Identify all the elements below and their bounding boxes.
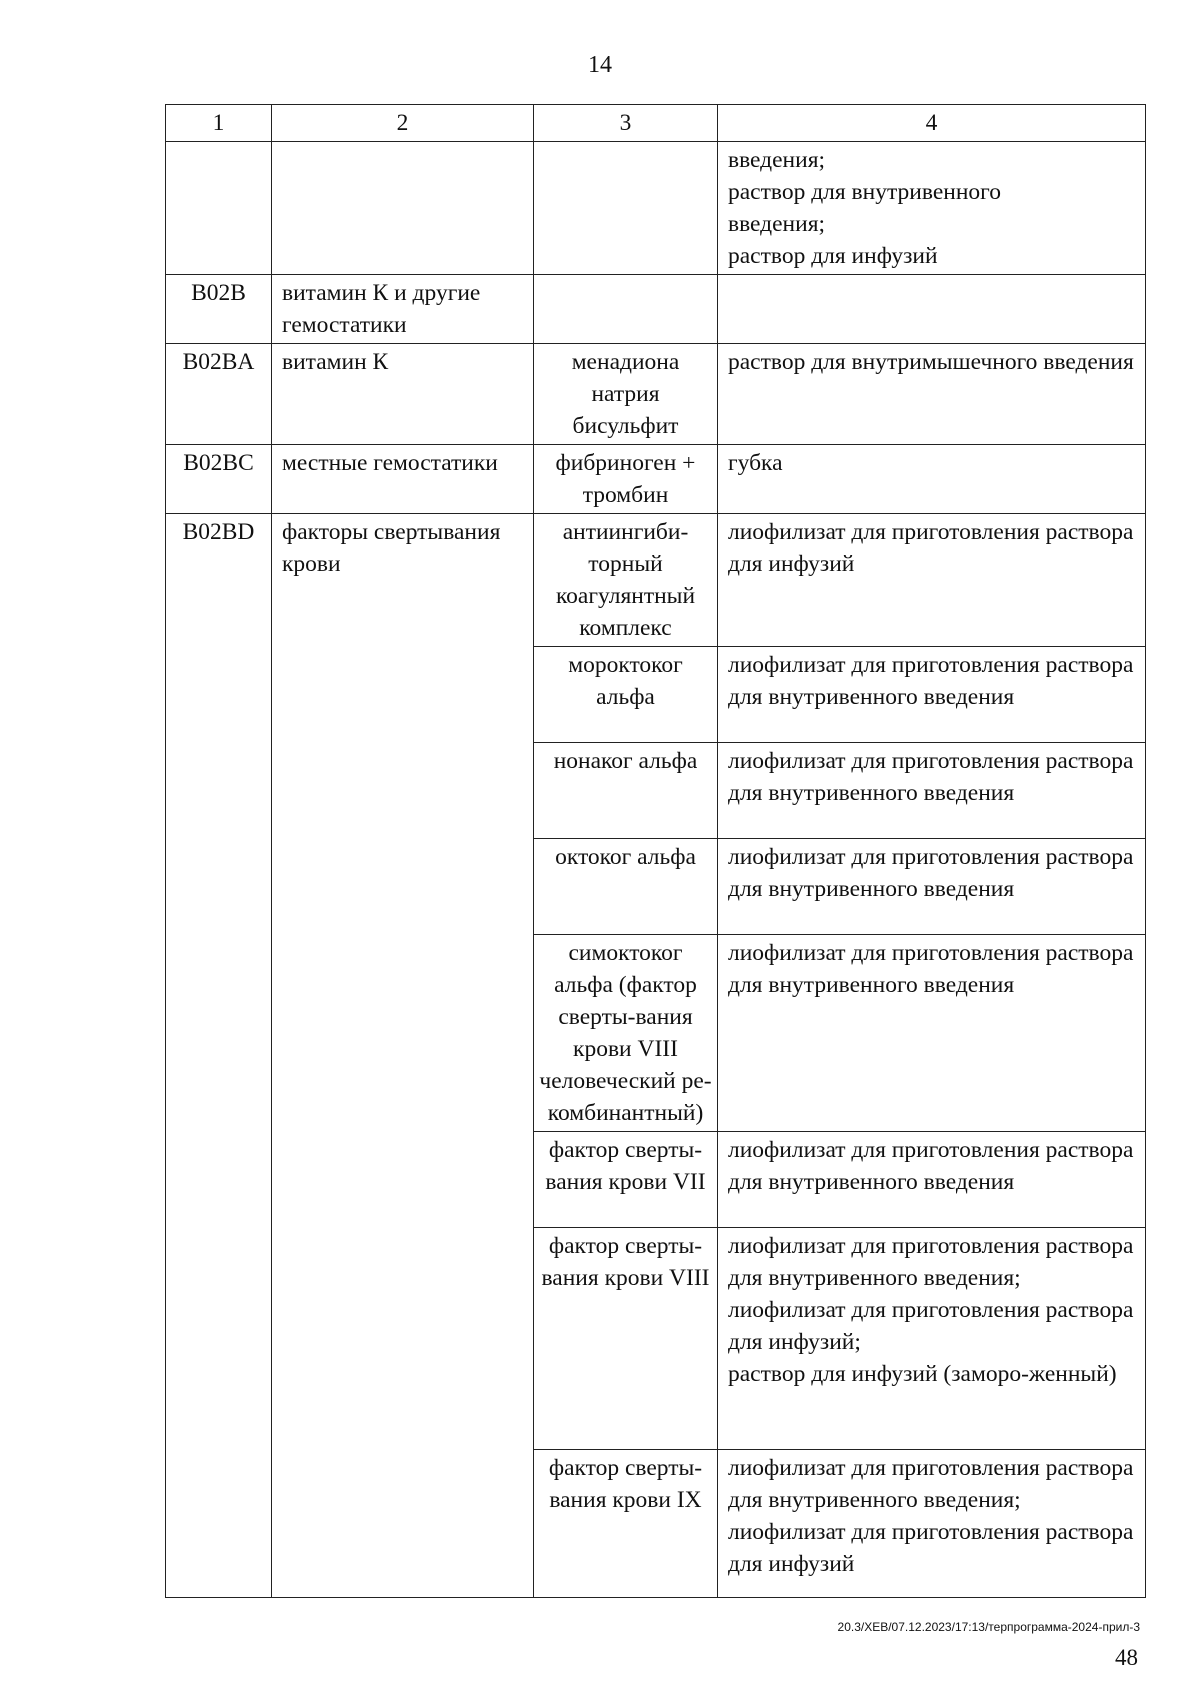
drug-name: фактор сверты-вания крови VIII xyxy=(534,1228,718,1450)
dosage-form-line: лиофилизат для приготовления раствора для инфузий; xyxy=(728,1297,1134,1355)
table-header-row xyxy=(166,105,1146,142)
drug-name: фактор сверты-вания крови IX xyxy=(534,1450,718,1598)
dosage-forms: лиофилизат для приготовления раствора для внутривенного введения xyxy=(718,839,1146,935)
group-name xyxy=(272,142,534,275)
dosage-forms xyxy=(718,1450,1146,1598)
drug-name: октоког альфа xyxy=(534,839,718,935)
drug-name xyxy=(534,142,718,275)
group-name: местные гемостатики xyxy=(272,445,534,514)
dosage-forms: лиофилизат для приготовления раствора для внутривенного введения xyxy=(718,743,1146,839)
table-row xyxy=(166,445,1146,514)
dosage-form-line: лиофилизат для приготовления раствора для инфузий xyxy=(728,1519,1134,1577)
drug-name xyxy=(534,275,718,344)
atc-code: B02BD xyxy=(166,514,272,1598)
document-code: 20.3/ХЕВ/07.12.2023/17:13/терпрограмма-2024-прил-3 xyxy=(837,1620,1140,1634)
drug-name: фибриноген + тромбин xyxy=(534,445,718,514)
header-col-3: 3 xyxy=(534,105,718,142)
header-col-4: 4 xyxy=(718,105,1146,142)
page-number: 14 xyxy=(588,52,612,78)
dosage-form-line: введения; xyxy=(728,211,826,237)
drug-name: нонаког альфа xyxy=(534,743,718,839)
dosage-forms: лиофилизат для приготовления раствора для инфузий xyxy=(718,514,1146,647)
dosage-form-line: раствор для инфузий xyxy=(728,243,938,269)
dosage-forms: раствор для внутримышечного введения xyxy=(718,344,1146,445)
table-row xyxy=(166,142,1146,275)
group-name: витамин К xyxy=(272,344,534,445)
table-row xyxy=(166,275,1146,344)
atc-code: B02BA xyxy=(166,344,272,445)
dosage-forms: лиофилизат для приготовления раствора для внутривенного введения xyxy=(718,647,1146,743)
header-col-1: 1 xyxy=(166,105,272,142)
dosage-form-line: лиофилизат для приготовления раствора для внутривенного введения; xyxy=(728,1233,1134,1291)
table-row xyxy=(166,344,1146,445)
atc-code xyxy=(166,142,272,275)
dosage-forms xyxy=(718,275,1146,344)
dosage-forms: лиофилизат для приготовления раствора для внутривенного введения xyxy=(718,1132,1146,1228)
dosage-forms: губка xyxy=(718,445,1146,514)
dosage-form-line: раствор для внутривенного xyxy=(728,179,1001,205)
dosage-form-line: лиофилизат для приготовления раствора для внутривенного введения; xyxy=(728,1455,1134,1513)
table-row xyxy=(166,514,1146,647)
drug-name: менадиона натрия бисульфит xyxy=(534,344,718,445)
dosage-forms: лиофилизат для приготовления раствора для внутривенного введения xyxy=(718,935,1146,1132)
group-name: витамин К и другие гемостатики xyxy=(272,275,534,344)
drug-name: симоктоког альфа (фактор сверты-вания крови VIII человеческий ре-комбинантный) xyxy=(534,935,718,1132)
sheet-number: 48 xyxy=(1115,1645,1138,1670)
drug-name: фактор сверты-вания крови VII xyxy=(534,1132,718,1228)
dosage-forms xyxy=(718,1228,1146,1450)
drug-name: антиингиби-торный коагулянтный комплекс xyxy=(534,514,718,647)
dosage-form-line: введения; xyxy=(728,147,826,173)
drug-table xyxy=(165,104,1146,1598)
atc-code: B02B xyxy=(166,275,272,344)
group-name: факторы свертывания крови xyxy=(272,514,534,1598)
dosage-forms xyxy=(718,142,1146,275)
header-col-2: 2 xyxy=(272,105,534,142)
drug-name: мороктоког альфа xyxy=(534,647,718,743)
dosage-form-line: раствор для инфузий (заморо-женный) xyxy=(728,1361,1117,1387)
atc-code: B02BC xyxy=(166,445,272,514)
